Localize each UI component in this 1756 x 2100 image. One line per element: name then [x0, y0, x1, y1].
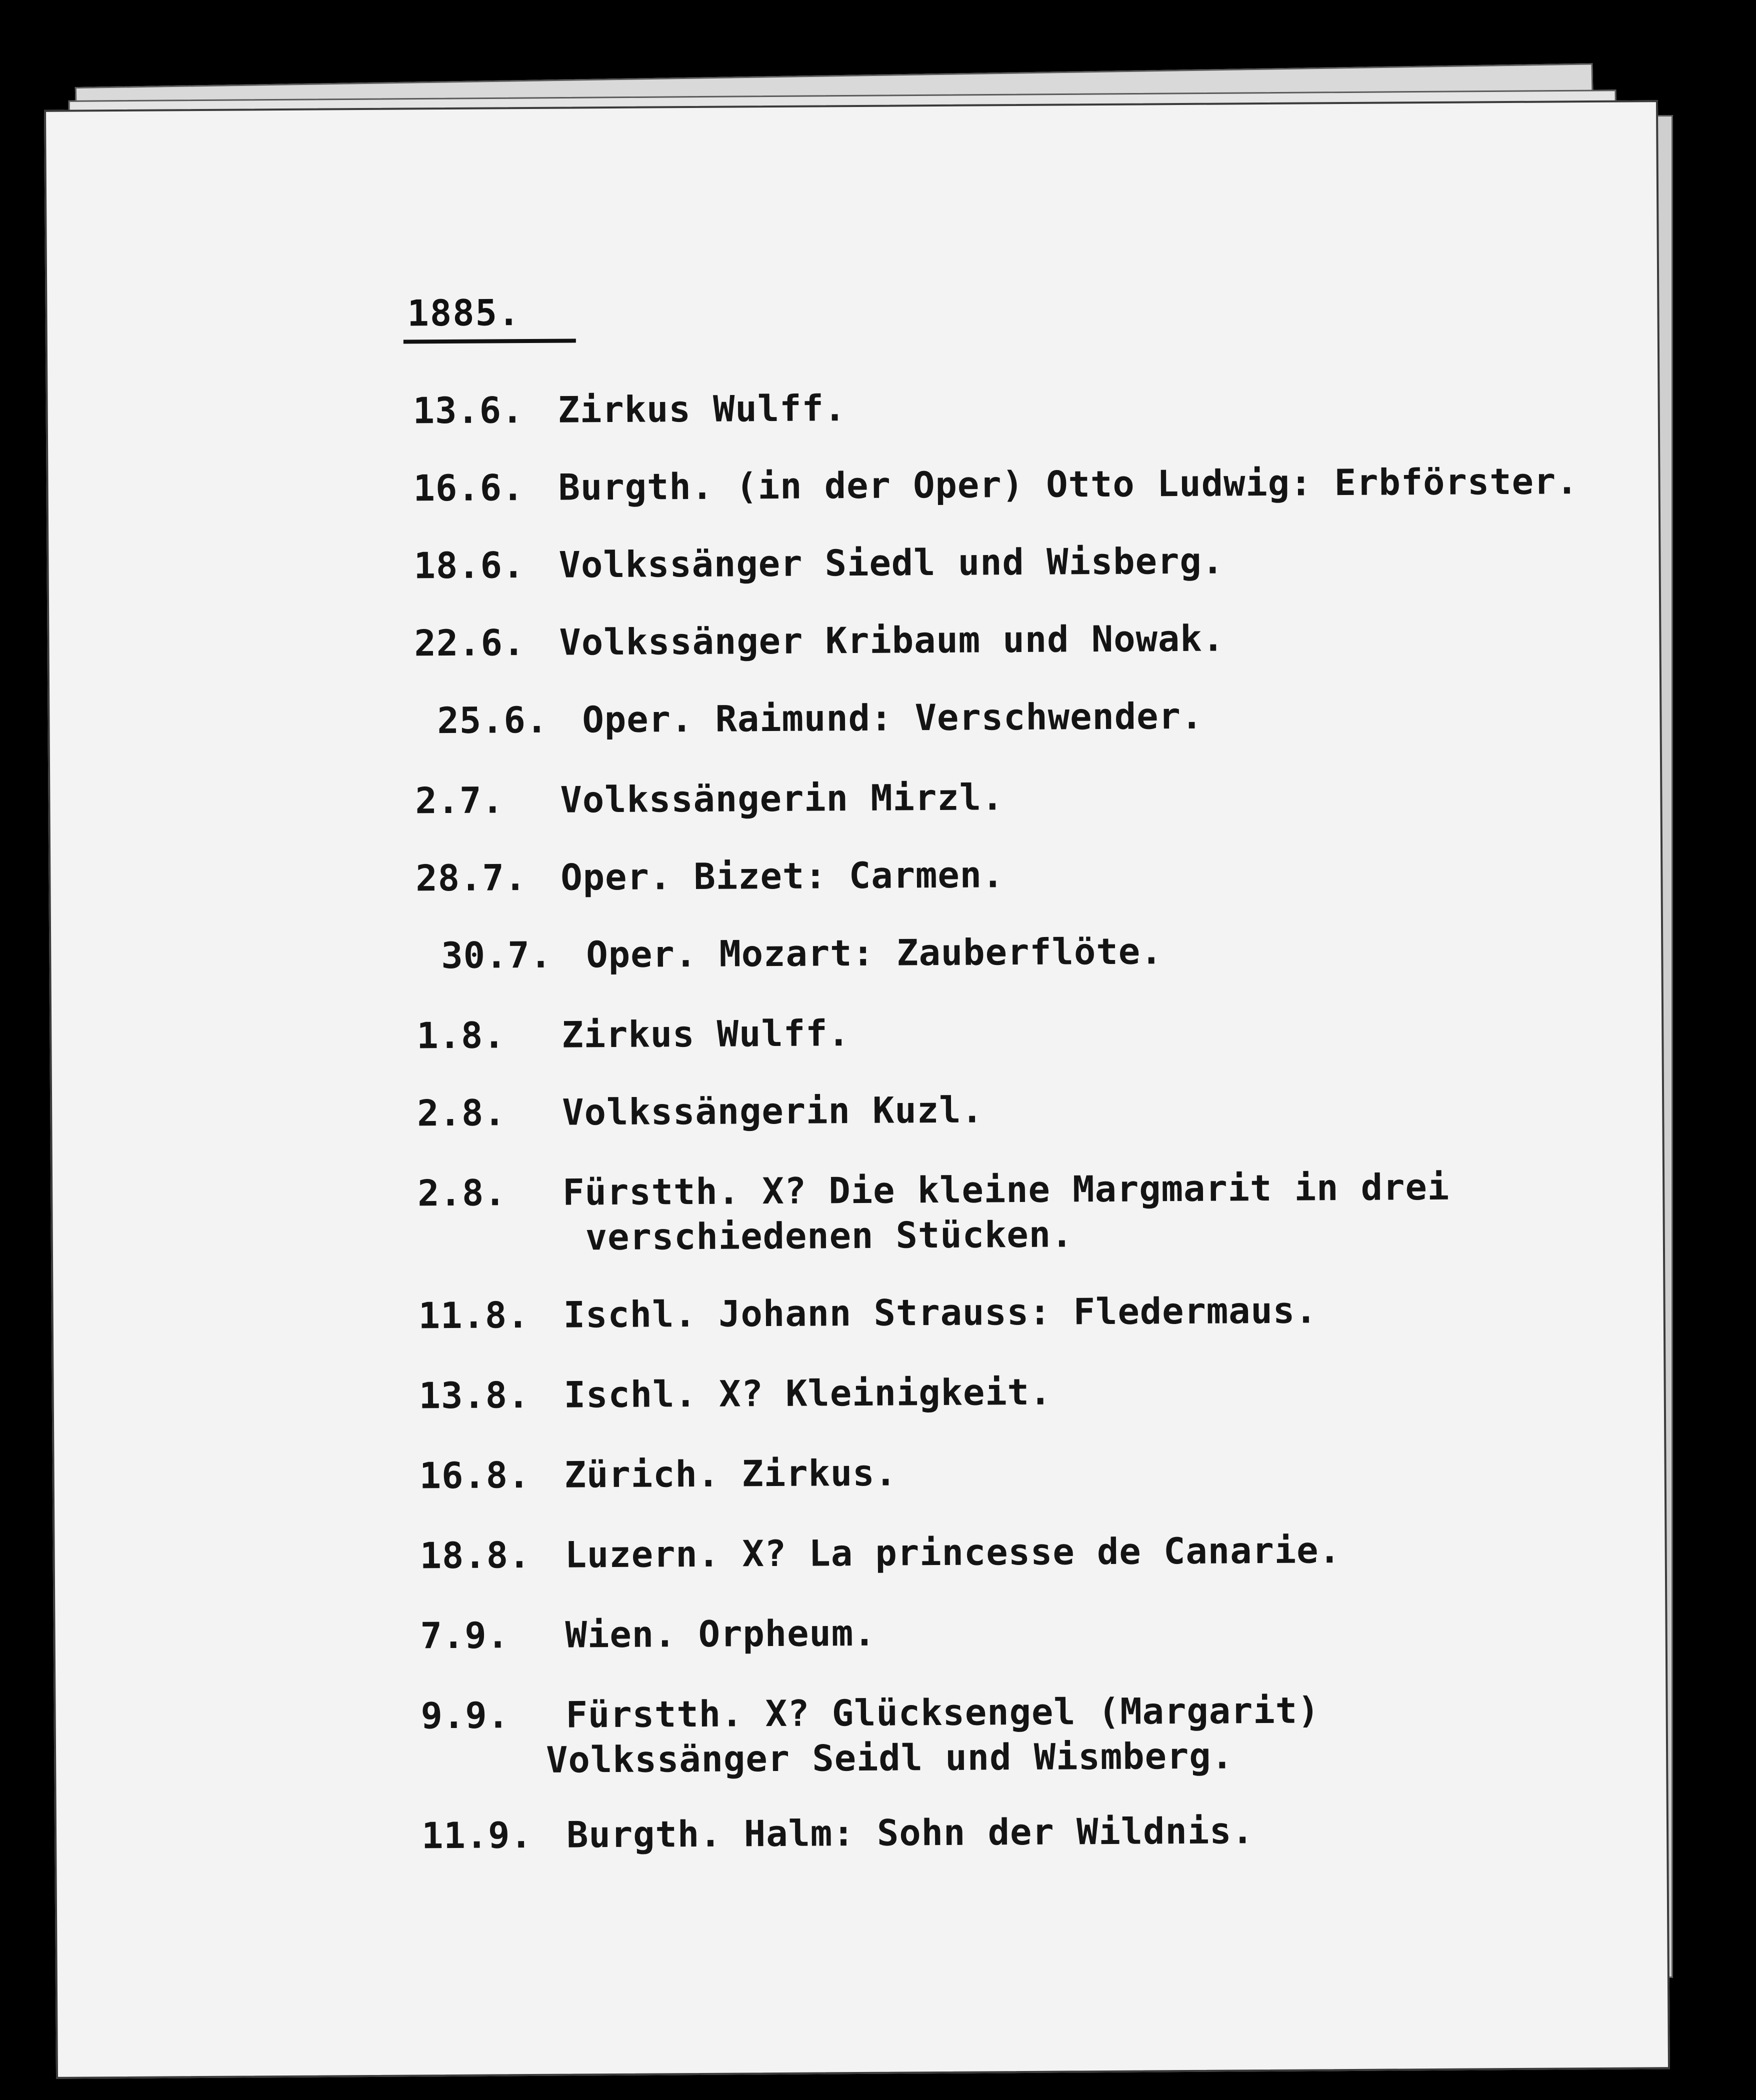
- entry-text: Volkssänger Kribaum und Nowak.: [559, 617, 1225, 664]
- entry-date: 1.8.: [416, 1014, 506, 1057]
- entry-text: Oper. Mozart: Zauberflöte.: [586, 930, 1163, 976]
- year-underline: [404, 338, 576, 344]
- entry-text: Fürstth. X? Die kleine Margmarit in drei: [562, 1166, 1450, 1214]
- entry-date: 13.8.: [418, 1374, 530, 1417]
- entry-text: Burgth. Halm: Sohn der Wildnis.: [566, 1810, 1254, 1856]
- entry-date: 16.8.: [419, 1454, 530, 1497]
- entry-text-continued: verschiedenen Stücken.: [585, 1213, 1074, 1258]
- entry-date: 30.7.: [441, 934, 552, 977]
- entry-date: 2.8.: [417, 1172, 506, 1214]
- entry-text: Luzern. X? La princesse de Canarie.: [564, 1529, 1342, 1576]
- entry-text-continued: Volkssänger Seidl und Wismberg.: [546, 1734, 1234, 1781]
- entry-text: Ischl. X? Kleinigkeit.: [564, 1370, 1052, 1416]
- entry-text: Burgth. (in der Oper) Otto Ludwig: Erbförster.: [558, 460, 1578, 508]
- entry-text: Zürich. Zirkus.: [564, 1452, 898, 1496]
- entry-date: 18.6.: [414, 544, 525, 587]
- entry-date: 7.9.: [420, 1614, 510, 1657]
- entry-date: 16.6.: [413, 466, 524, 510]
- entry-text: Oper. Raimund: Verschwender.: [582, 694, 1204, 741]
- entry-text: Zirkus Wulff.: [562, 1012, 850, 1056]
- entry-text: Ischl. Johann Strauss: Fledermaus.: [563, 1289, 1318, 1336]
- entry-text: Oper. Bizet: Carmen.: [560, 854, 1004, 898]
- entry-date: 28.7.: [416, 856, 527, 900]
- entry-text: Zirkus Wulff.: [558, 387, 846, 431]
- entry-date: 25.6.: [437, 698, 548, 742]
- entry-date: 22.6.: [414, 622, 526, 664]
- entry-date: 2.8.: [417, 1092, 506, 1134]
- entry-text: Volkssängerin Kuzl.: [562, 1088, 984, 1134]
- entry-text: Wien. Orpheum.: [565, 1612, 876, 1656]
- entry-date: 9.9.: [420, 1694, 510, 1737]
- entry-text: Volkssängerin Mirzl.: [560, 776, 1004, 821]
- entry-date: 11.9.: [421, 1814, 533, 1857]
- entry-text: Fürstth. X? Glücksengel (Margarit): [566, 1689, 1320, 1736]
- entry-text: Volkssänger Siedl und Wisberg.: [558, 540, 1224, 586]
- year-heading: 1885.: [407, 292, 521, 334]
- page-content: [46, 102, 1668, 2077]
- entry-date: 2.7.: [415, 779, 504, 822]
- entry-date: 18.8.: [420, 1534, 531, 1577]
- typed-page: [44, 100, 1670, 2079]
- entry-date: 11.8.: [418, 1294, 530, 1337]
- entry-date: 13.6.: [412, 389, 524, 432]
